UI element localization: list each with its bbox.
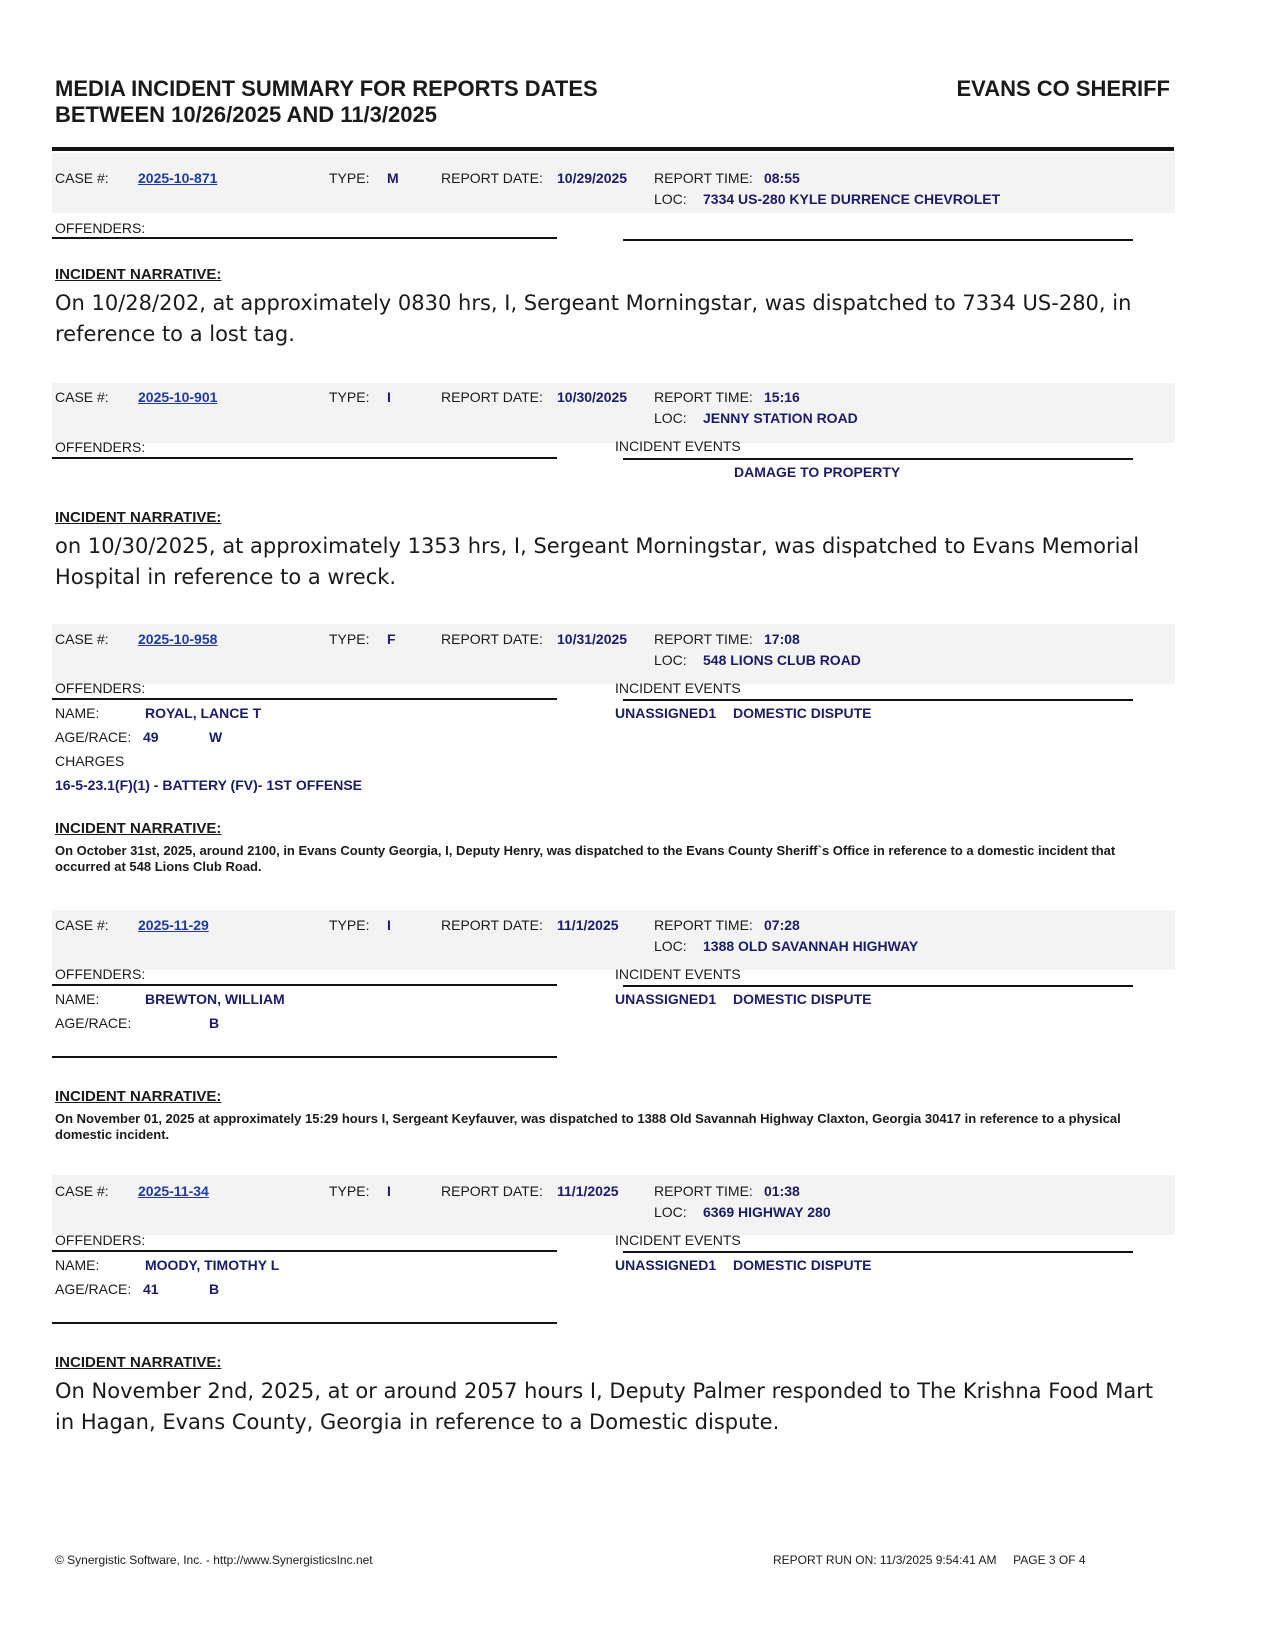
offender-age-value: 41 — [143, 1281, 159, 1297]
offenders-rule — [52, 1250, 557, 1252]
offenders-rule — [52, 457, 557, 459]
report-date-label: REPORT DATE: — [441, 170, 543, 186]
type-label: TYPE: — [329, 917, 370, 933]
case-label: CASE #: — [55, 917, 109, 933]
narrative-text: On 10/28/202, at approximately 0830 hrs, I, Sergeant Morningstar, was dispatched to 7334 US-280, in reference to a lost tag. — [55, 291, 1132, 346]
events-rule — [623, 699, 1133, 701]
events-rule — [623, 239, 1133, 241]
type-value: M — [387, 170, 399, 186]
offender-race-value: W — [209, 729, 223, 745]
report-run-on: REPORT RUN ON: 11/3/2025 9:54:41 AM — [773, 1553, 997, 1567]
report-date-label: REPORT DATE: — [441, 917, 543, 933]
report-time-value: 08:55 — [764, 170, 800, 186]
offender-age-value: 49 — [143, 729, 159, 745]
report-title-line1: MEDIA INCIDENT SUMMARY FOR REPORTS DATES — [55, 76, 598, 101]
report-date-label: REPORT DATE: — [441, 631, 543, 647]
narrative-heading: INCIDENT NARRATIVE: — [55, 1354, 222, 1371]
incident-events-label: INCIDENT EVENTS — [615, 1232, 741, 1248]
loc-value: 1388 OLD SAVANNAH HIGHWAY — [703, 938, 919, 954]
footer-copyright: © Synergistic Software, Inc. - http://www.SynergisticsInc.net — [55, 1553, 373, 1567]
report-time-label: REPORT TIME: — [654, 917, 753, 933]
case-label: CASE #: — [55, 1183, 109, 1199]
charge-value: 16-5-23.1(F)(1) - BATTERY (FV)- 1ST OFFENSE — [55, 777, 362, 793]
offender-name-value: ROYAL, LANCE T — [145, 705, 262, 721]
incident-event-value: DOMESTIC DISPUTE — [733, 1257, 872, 1273]
offenders-label: OFFENDERS: — [55, 680, 146, 696]
offenders-label: OFFENDERS: — [55, 1232, 146, 1248]
report-time-value: 07:28 — [764, 917, 800, 933]
report-date-label: REPORT DATE: — [441, 389, 543, 405]
case-number-link[interactable]: 2025-10-958 — [138, 631, 218, 647]
report-time-label: REPORT TIME: — [654, 1183, 753, 1199]
incident-event-code: UNASSIGNED1 — [615, 991, 717, 1007]
type-label: TYPE: — [329, 631, 370, 647]
narrative-text: On November 2nd, 2025, at or around 2057 hours I, Deputy Palmer responded to The Krishna Food Mart in Hagan, Evans County, Georgia in reference to a Domestic dispute. — [55, 1379, 1154, 1434]
offender-block-rule — [52, 1056, 557, 1058]
narrative-heading: INCIDENT NARRATIVE: — [55, 1088, 222, 1105]
events-rule — [623, 458, 1133, 460]
incident-events-label: INCIDENT EVENTS — [615, 680, 741, 696]
loc-label: LOC: — [654, 410, 687, 426]
loc-value: 7334 US-280 KYLE DURRENCE CHEVROLET — [703, 191, 1001, 207]
report-date-value: 10/29/2025 — [557, 170, 628, 186]
events-rule — [623, 985, 1133, 987]
offender-race-value: B — [209, 1015, 220, 1031]
offenders-rule — [52, 984, 557, 986]
narrative-heading: INCIDENT NARRATIVE: — [55, 820, 222, 837]
page-number: PAGE 3 OF 4 — [1013, 1553, 1086, 1567]
offender-block-rule — [52, 1322, 557, 1324]
case-label: CASE #: — [55, 389, 109, 405]
case-label: CASE #: — [55, 631, 109, 647]
offenders-rule — [52, 237, 557, 239]
incident-event-code: UNASSIGNED1 — [615, 1257, 717, 1273]
type-label: TYPE: — [329, 1183, 370, 1199]
report-date-label: REPORT DATE: — [441, 1183, 543, 1199]
charges-label: CHARGES — [55, 753, 125, 769]
case-number-link[interactable]: 2025-11-29 — [138, 917, 209, 933]
type-value: I — [387, 389, 391, 405]
narrative-heading: INCIDENT NARRATIVE: — [55, 266, 222, 283]
loc-label: LOC: — [654, 652, 687, 668]
incident-events-label: INCIDENT EVENTS — [615, 438, 741, 454]
loc-value: JENNY STATION ROAD — [703, 410, 858, 426]
type-value: F — [387, 631, 396, 647]
agency-name: EVANS CO SHERIFF — [956, 76, 1170, 101]
report-title-line2: BETWEEN 10/26/2025 AND 11/3/2025 — [55, 102, 437, 127]
offenders-rule — [52, 698, 557, 700]
type-label: TYPE: — [329, 170, 370, 186]
report-time-value: 17:08 — [764, 631, 800, 647]
offender-race-value: B — [209, 1281, 220, 1297]
name-label: NAME: — [55, 705, 100, 721]
loc-label: LOC: — [654, 1204, 687, 1220]
name-label: NAME: — [55, 991, 100, 1007]
loc-value: 548 LIONS CLUB ROAD — [703, 652, 861, 668]
incident-event-code: UNASSIGNED1 — [615, 705, 717, 721]
case-number-link[interactable]: 2025-11-34 — [138, 1183, 209, 1199]
offender-name-value: BREWTON, WILLIAM — [145, 991, 285, 1007]
offenders-label: OFFENDERS: — [55, 439, 146, 455]
narrative-heading: INCIDENT NARRATIVE: — [55, 509, 222, 526]
loc-label: LOC: — [654, 191, 687, 207]
narrative-text: on 10/30/2025, at approximately 1353 hrs, I, Sergeant Morningstar, was dispatched to Evans Memorial Hospital in reference to a wreck. — [55, 534, 1140, 589]
events-rule — [623, 1251, 1133, 1253]
age-race-label: AGE/RACE: — [55, 729, 132, 745]
report-date-value: 10/30/2025 — [557, 389, 628, 405]
case-number-link[interactable]: 2025-10-871 — [138, 170, 218, 186]
report-time-label: REPORT TIME: — [654, 170, 753, 186]
header-divider — [52, 147, 1174, 151]
offender-name-value: MOODY, TIMOTHY L — [145, 1257, 280, 1273]
case-number-link[interactable]: 2025-10-901 — [138, 389, 218, 405]
age-race-label: AGE/RACE: — [55, 1281, 132, 1297]
narrative-text: On November 01, 2025 at approximately 15:29 hours I, Sergeant Keyfauver, was dispatched to 1388 Old Savannah Highway Claxton, Georgia 30417 in reference to a physical domestic incident. — [55, 1111, 1121, 1142]
incident-event-value: DOMESTIC DISPUTE — [733, 705, 872, 721]
type-label: TYPE: — [329, 389, 370, 405]
name-label: NAME: — [55, 1257, 100, 1273]
type-value: I — [387, 1183, 391, 1199]
offenders-label: OFFENDERS: — [55, 220, 146, 236]
loc-value: 6369 HIGHWAY 280 — [703, 1204, 831, 1220]
narrative-text: On October 31st, 2025, around 2100, in Evans County Georgia, I, Deputy Henry, was dispatched to the Evans County Sheriff`s Office in reference to a domestic incident that occurred at 548 Lions Club Road. — [55, 843, 1116, 874]
report-date-value: 10/31/2025 — [557, 631, 628, 647]
report-time-value: 15:16 — [764, 389, 800, 405]
report-time-label: REPORT TIME: — [654, 631, 753, 647]
case-label: CASE #: — [55, 170, 109, 186]
report-time-label: REPORT TIME: — [654, 389, 753, 405]
incident-event-value: DOMESTIC DISPUTE — [733, 991, 872, 1007]
report-date-value: 11/1/2025 — [557, 917, 619, 933]
type-value: I — [387, 917, 391, 933]
offenders-label: OFFENDERS: — [55, 966, 146, 982]
report-time-value: 01:38 — [764, 1183, 800, 1199]
age-race-label: AGE/RACE: — [55, 1015, 132, 1031]
incident-event-value: DAMAGE TO PROPERTY — [734, 464, 901, 480]
report-title — [55, 76, 598, 128]
incident-events-label: INCIDENT EVENTS — [615, 966, 741, 982]
loc-label: LOC: — [654, 938, 687, 954]
footer-run-info — [773, 1553, 1086, 1567]
report-date-value: 11/1/2025 — [557, 1183, 619, 1199]
